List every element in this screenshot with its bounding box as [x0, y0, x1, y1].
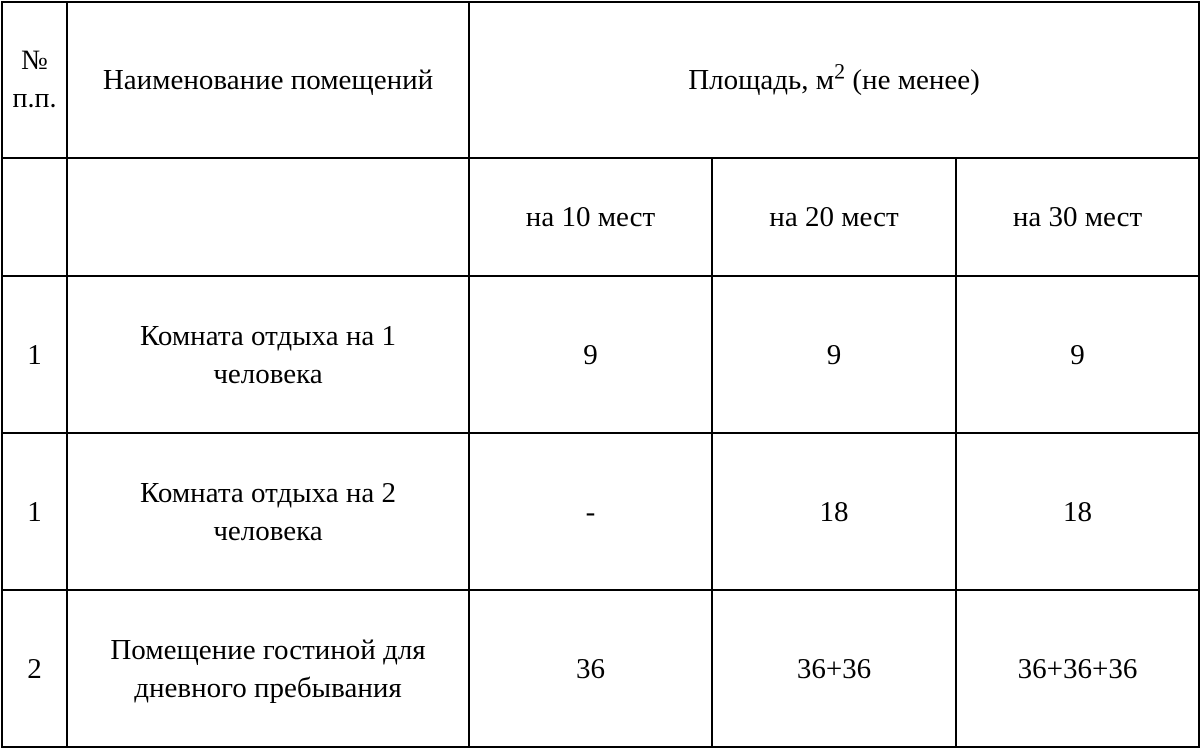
number-header-abbrev: п.п. — [12, 83, 57, 114]
table-row — [2, 590, 1199, 747]
row-number: 1 — [2, 276, 67, 433]
row-number: 1 — [2, 433, 67, 590]
room-name-line1: Комната отдыха на 2 — [139, 476, 396, 509]
area-header-prefix: Площадь, м — [688, 64, 835, 96]
room-area-table — [1, 1, 1200, 748]
area-30-places: 9 — [956, 276, 1199, 433]
empty-name-cell — [67, 158, 469, 276]
area-header-superscript: 2 — [834, 58, 846, 84]
subheader-10-places: на 10 мест — [469, 158, 712, 276]
room-name-line1: Помещение гостиной для — [110, 633, 426, 666]
number-column-header — [2, 2, 67, 158]
table-row — [2, 276, 1199, 433]
subheader-30-places: на 30 мест — [956, 158, 1199, 276]
number-header-symbol: № — [21, 45, 48, 76]
empty-number-cell — [2, 158, 67, 276]
area-10-places: 36 — [469, 590, 712, 747]
area-30-places: 18 — [956, 433, 1199, 590]
area-30-places: 36+36+36 — [956, 590, 1199, 747]
room-name — [67, 433, 469, 590]
area-column-header — [469, 2, 1199, 158]
area-20-places: 36+36 — [712, 590, 956, 747]
table-header-row — [2, 2, 1199, 158]
area-10-places: 9 — [469, 276, 712, 433]
table-subheader-row — [2, 158, 1199, 276]
table-row — [2, 433, 1199, 590]
room-name-line2: человека — [213, 357, 323, 390]
name-column-header: Наименование помещений — [67, 2, 469, 158]
room-name-line1: Комната отдыха на 1 — [139, 319, 396, 352]
area-10-places: - — [469, 433, 712, 590]
room-name — [67, 590, 469, 747]
subheader-20-places: на 20 мест — [712, 158, 956, 276]
area-20-places: 9 — [712, 276, 956, 433]
area-20-places: 18 — [712, 433, 956, 590]
area-header-suffix: (не менее) — [845, 64, 980, 96]
room-name-line2: дневного пребывания — [134, 671, 402, 704]
row-number: 2 — [2, 590, 67, 747]
room-name — [67, 276, 469, 433]
room-name-line2: человека — [213, 514, 323, 547]
